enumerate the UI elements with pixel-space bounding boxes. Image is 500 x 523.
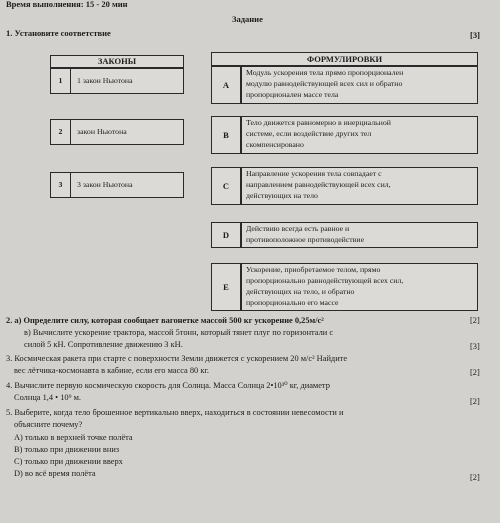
formulation-letter: A bbox=[211, 66, 241, 104]
question-3-line2: вес лётчика-космонавта в кабине, если его масса 80 кг. bbox=[14, 366, 209, 375]
task-1-points: [3] bbox=[470, 30, 480, 40]
page-title: Задание bbox=[232, 14, 263, 24]
formulation-d bbox=[241, 222, 478, 248]
law-row-3 bbox=[50, 172, 184, 198]
question-2a: 2. а) Определите силу, которая сообщает вагонетке массой 500 кг ускорение 0,25м/с² bbox=[6, 316, 324, 325]
law-row-2 bbox=[50, 119, 184, 145]
formulation-e bbox=[241, 263, 478, 311]
question-3-line1: 3. Космическая ракета при старте с поверхности Земли движется с ускорением 20 м/с² Найдите bbox=[6, 354, 348, 363]
answer-option-a: А) только в верхней точке полёта bbox=[14, 433, 133, 442]
question-5-line1: 5. Выберите, когда тело брошенное вертикально вверх, находиться в состоянии невесомости и bbox=[6, 408, 344, 417]
formulation-letter: B bbox=[211, 116, 241, 154]
formulation-line: направлением равнодействующей всех сил, bbox=[246, 180, 391, 189]
formulation-line: Направление ускорения тела совпадает с bbox=[246, 169, 382, 178]
laws-header: ЗАКОНЫ bbox=[50, 55, 184, 68]
formulation-line: Ускорение, приобретаемое телом, прямо bbox=[246, 265, 381, 274]
law-number: 1 bbox=[51, 69, 71, 93]
question-4-line2: Солнца 1,4 • 10⁹ м. bbox=[14, 393, 81, 402]
question-5-points: [2] bbox=[470, 473, 480, 482]
formulation-line: противоположное противодействие bbox=[246, 235, 365, 244]
formulation-letter: E bbox=[211, 263, 241, 311]
formulation-line: действующих на тело bbox=[246, 191, 318, 200]
formulation-line: действующих на тело, и обратно bbox=[246, 287, 355, 296]
formulation-c bbox=[241, 167, 478, 205]
formulation-line: пропорционально равнодействующей всех сил, bbox=[246, 276, 404, 285]
formulation-line: Модуль ускорения тела прямо пропорционален bbox=[246, 68, 404, 77]
question-2a-points: [2] bbox=[470, 316, 480, 325]
formulation-letter: C bbox=[211, 167, 241, 205]
question-5-line2: объясните почему? bbox=[14, 420, 83, 429]
question-3-points: [2] bbox=[470, 368, 480, 377]
law-name: 3 закон Ньютона bbox=[77, 180, 133, 189]
answer-option-c: С) только при движении вверх bbox=[14, 457, 123, 466]
law-name: закон Ньютона bbox=[77, 127, 127, 136]
formulation-a bbox=[241, 66, 478, 104]
formulation-line: скомпенсировано bbox=[246, 140, 304, 149]
formulation-b bbox=[241, 116, 478, 154]
law-name: 1 закон Ньютона bbox=[77, 76, 133, 85]
law-number: 3 bbox=[51, 173, 71, 197]
law-row-1 bbox=[50, 68, 184, 94]
answer-option-d: D) во всё время полёта bbox=[14, 469, 96, 478]
question-4-points: [2] bbox=[470, 397, 480, 406]
task-1-instruction: 1. Установите соответствие bbox=[6, 28, 111, 38]
formulation-line: модулю равнодействующей всех сил и обратно bbox=[246, 79, 403, 88]
formulation-letter: D bbox=[211, 222, 241, 248]
formulation-line: Действию всегда есть равное и bbox=[246, 224, 350, 233]
formulation-line: системе, если воздействие других тел bbox=[246, 129, 372, 138]
question-2b-points: [3] bbox=[470, 342, 480, 351]
formulation-line: Тело движется равномерно в инерциальной bbox=[246, 118, 391, 127]
formulation-line: пропорционален массе тела bbox=[246, 90, 339, 99]
time-limit: Время выполнения: 15 - 20 мин bbox=[6, 0, 128, 9]
formulations-header: ФОРМУЛИРОВКИ bbox=[211, 52, 478, 66]
law-number: 2 bbox=[51, 120, 71, 144]
answer-option-b: В) только при движении вниз bbox=[14, 445, 120, 454]
formulation-line: пропорционально его массе bbox=[246, 298, 339, 307]
question-2b-line2: силой 5 кН. Сопротивление движению 3 кН. bbox=[24, 340, 183, 349]
question-4-line1: 4. Вычислите первую космическую скорость для Солнца. Масса Солнца 2•10³⁰ кг, диаметр bbox=[6, 381, 330, 390]
question-2b-line1: в) Вычислите ускорение трактора, массой 5тонн, который тянет плуг по горизонтали с bbox=[24, 328, 334, 337]
